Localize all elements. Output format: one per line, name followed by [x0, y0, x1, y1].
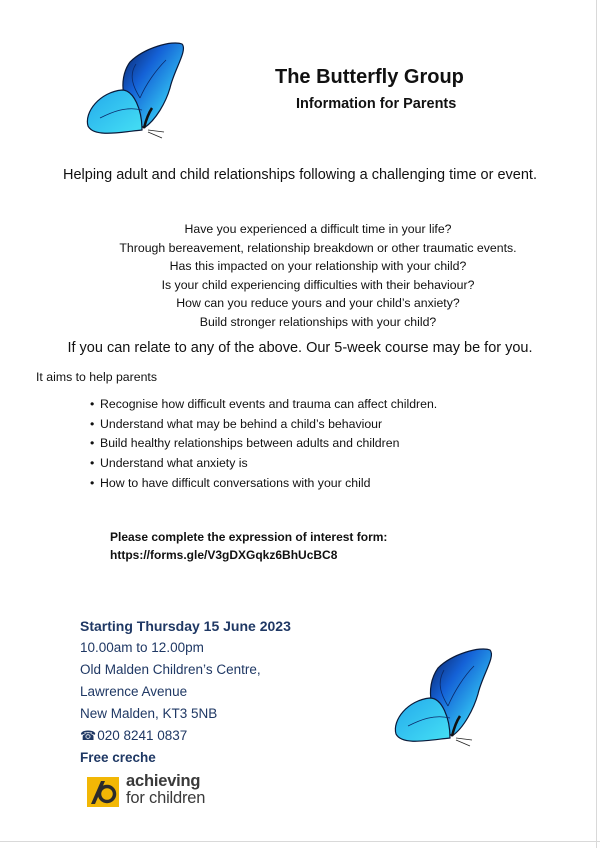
aim-text: Understand what anxiety is	[100, 455, 248, 470]
page-subtitle: Information for Parents	[296, 96, 457, 112]
form-label: Please complete the expression of interest form:	[110, 530, 388, 544]
list-item: Is your child experiencing difficulties with their behaviour?	[161, 277, 475, 292]
achieving-for-children-logo	[87, 774, 227, 810]
logo-line-2: for children	[126, 789, 206, 807]
aim-text: Understand what may be behind a child’s behaviour	[100, 416, 383, 431]
list-item: Has this impacted on your relationship with your child?	[169, 259, 467, 274]
list-item: Build stronger relationships with your child?	[199, 314, 437, 329]
page-title: The Butterfly Group	[275, 66, 464, 88]
venue-town: New Malden, KT3 5NB	[80, 706, 218, 721]
relate-statement: If you can relate to any of the above. Our 5-week course may be for you.	[67, 340, 533, 356]
creche-note: Free creche	[80, 750, 156, 765]
aim-text: How to have difficult conversations with your child	[100, 476, 371, 490]
list-item	[90, 397, 437, 417]
start-date: Starting Thursday 15 June 2023	[80, 618, 291, 634]
question-list	[0, 220, 600, 332]
logo-mark-icon	[87, 777, 119, 807]
bullet-icon: •	[90, 436, 95, 450]
venue-name: Old Malden Children’s Centre,	[80, 662, 261, 677]
butterfly-icon	[388, 644, 500, 748]
list-item	[90, 436, 437, 456]
page-edge	[596, 0, 597, 848]
list-item: Through bereavement, relationship breakdown or other traumatic events.	[119, 240, 517, 255]
list-item	[90, 476, 437, 497]
page-edge	[0, 841, 600, 842]
list-item	[90, 456, 437, 477]
venue-street: Lawrence Avenue	[80, 684, 188, 699]
aim-text: Recognise how difficult events and trauma can affect children.	[100, 397, 438, 411]
session-time: 10.00am to 12.00pm	[80, 640, 204, 655]
phone-number[interactable]: 020 8241 0837	[97, 728, 188, 743]
bullet-icon: •	[90, 397, 95, 411]
form-link[interactable]: https://forms.gle/V3gDXGqkz6BhUcBC8	[110, 548, 338, 562]
list-item: Have you experienced a difficult time in your life?	[184, 222, 452, 236]
form-instructions	[110, 528, 387, 564]
bullet-icon: •	[90, 455, 95, 470]
bullet-icon: •	[90, 416, 95, 431]
list-item	[90, 417, 437, 437]
list-item: How can you reduce yours and your child’s anxiety?	[176, 296, 460, 311]
aims-list	[90, 397, 437, 497]
aims-intro: It aims to help parents	[36, 370, 157, 384]
logo-text	[126, 773, 205, 807]
tagline: Helping adult and child relationships following a challenging time or event.	[63, 167, 537, 183]
event-details	[80, 615, 291, 769]
logo-line-1: achieving	[126, 772, 201, 790]
telephone-icon: ☎	[80, 728, 97, 743]
phone-line	[80, 725, 291, 747]
bullet-icon: •	[90, 476, 95, 490]
aim-text: Build healthy relationships between adults and children	[100, 436, 400, 450]
butterfly-icon	[82, 40, 194, 140]
